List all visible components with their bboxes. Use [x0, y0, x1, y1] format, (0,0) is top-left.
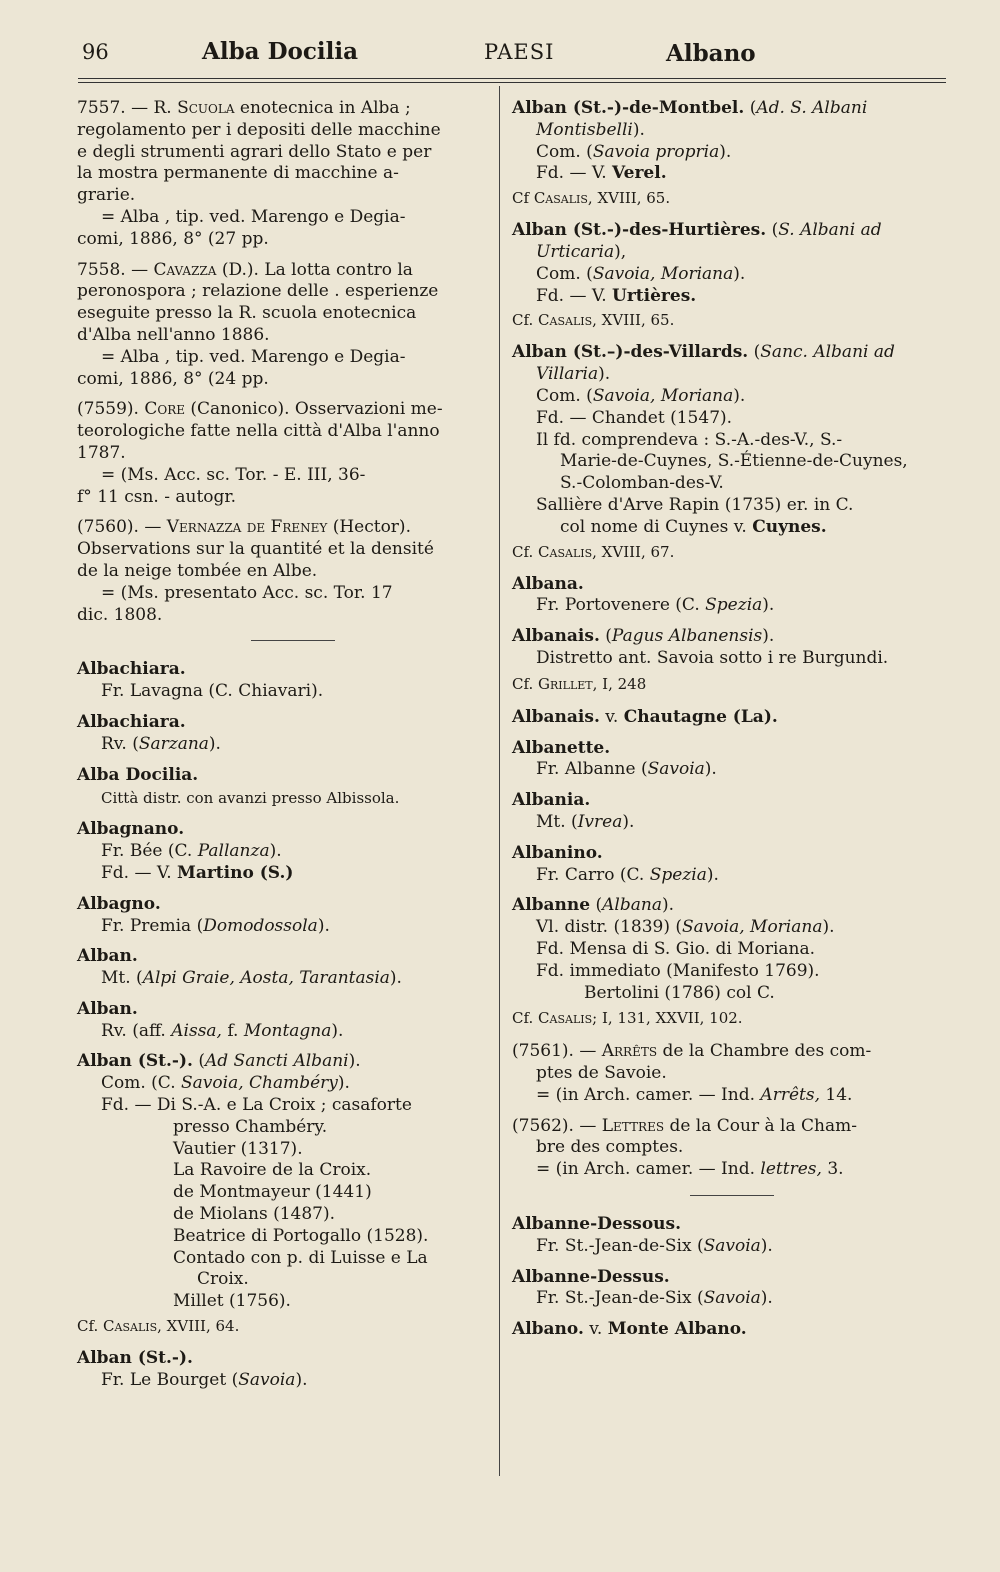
entry-text: Fr. Albanne (: [536, 759, 648, 780]
entry-text: ).: [760, 1235, 773, 1256]
entry-albachiara: [77, 659, 495, 703]
entry-text: Com. (C.: [101, 1073, 176, 1094]
entry-text: Sanc. Albani ad: [760, 342, 895, 363]
entry-7560: [77, 517, 495, 626]
entry-text: (: [753, 342, 761, 363]
entry-text: Vl. distr. (1839) (: [536, 917, 683, 938]
entry-headword: Albanette.: [512, 737, 611, 758]
entry-text: ).: [704, 759, 717, 780]
entry-text: ).: [331, 1020, 344, 1041]
left-column: [77, 98, 495, 1401]
entry-albanette: [512, 738, 948, 782]
entry-text: bre des comptes.: [536, 1137, 684, 1158]
entry-text: teorologiche fatte nella città d'Alba l'anno: [77, 421, 440, 442]
cf-reference: , XVIII, 65.: [592, 311, 675, 330]
entry-text: Albana: [602, 895, 662, 916]
entry-number: (7561). —: [512, 1041, 597, 1062]
cf-reference: Cf.: [77, 1317, 99, 1336]
entry-headword: Albagno.: [77, 893, 161, 914]
entry-text: ),: [614, 241, 627, 262]
entry-author: Lettres: [601, 1115, 665, 1136]
entry-text: La Ravoire de la Croix.: [173, 1160, 372, 1181]
entry-author: Arrêts: [601, 1041, 658, 1062]
entry-text: de la neige tombée en Albe.: [77, 560, 318, 581]
entry-text: Sarzana: [138, 733, 209, 754]
section-separator: [251, 640, 335, 641]
cf-reference: Casalis: [538, 542, 593, 561]
entry-albanne: [512, 895, 948, 1032]
entry-text: Fr. St.-Jean-de-Six (: [536, 1235, 704, 1256]
entry-citation: = Alba , tip. ved. Marengo e Degia-: [101, 206, 406, 227]
entry-text: (: [595, 895, 603, 916]
entry-text: S. Albani ad: [778, 220, 882, 241]
entry-text: Ivrea: [577, 811, 623, 832]
entry-albachiara-river: [77, 712, 495, 756]
cross-reference: Martino (S.): [177, 862, 294, 883]
entry-citation: Arrêts,: [760, 1084, 820, 1105]
entry-text: Vautier (1317).: [173, 1138, 303, 1159]
entry-text: Distretto ant. Savoia sotto i re Burgundi.: [536, 647, 889, 668]
entry-headword: Albana.: [512, 573, 584, 594]
entry-text: Il fd. comprendeva : S.-A.-des-V., S.-: [536, 429, 843, 450]
entry-citation: f° 11 csn. - autogr.: [77, 486, 237, 507]
right-column: [512, 98, 948, 1350]
entry-text: Pagus Albanensis: [611, 626, 763, 647]
entry-citation: dic. 1808.: [77, 604, 163, 625]
entry-text: la mostra permanente di macchine a-: [77, 163, 399, 184]
entry-headword: Alban (St.–)-des-Villards.: [512, 342, 749, 363]
entry-text: peronospora ; relazione delle . esperienze: [77, 281, 439, 302]
entry-text: ).: [598, 364, 611, 385]
entry-text: Contado con p. di Luisse e La: [173, 1247, 428, 1268]
entry-text: Alpi Graie, Aosta, Tarantasia: [142, 968, 390, 989]
entry-number: 7558. —: [77, 259, 149, 280]
entry-text: ptes de Savoie.: [536, 1063, 667, 1084]
entry-number: (7562). —: [512, 1115, 597, 1136]
entry-text: ).: [317, 915, 330, 936]
entry-headword: Alban (St.-).: [77, 1348, 193, 1369]
cf-reference: Casalis: [103, 1317, 158, 1336]
entry-albagnano: [77, 819, 495, 884]
entry-headword: Albano.: [512, 1319, 584, 1340]
entry-albania: [512, 790, 948, 834]
entry-headword: Albachiara.: [77, 711, 186, 732]
cf-reference: Grillet: [538, 674, 593, 693]
entry-text: Savoia, Moriana: [592, 263, 734, 284]
entry-text: de Montmayeur (1441): [173, 1182, 372, 1203]
entry-text: Millet (1756).: [173, 1291, 291, 1312]
entry-number: (7560). —: [77, 517, 162, 538]
cf-reference: Casalis: [533, 189, 588, 208]
entry-text: Fr. Portovenere (C.: [536, 595, 700, 616]
entry-text: (Canonico). Osservazioni me-: [190, 399, 443, 420]
entry-text: Com. (: [536, 141, 593, 162]
entry-text: Com. (: [536, 385, 593, 406]
cf-reference: , I, 248: [592, 674, 647, 693]
entry-text: Spezia: [649, 864, 707, 885]
entry-text: Fd. — Di S.-A. e La Croix ; casaforte: [101, 1095, 412, 1116]
entry-citation: lettres,: [760, 1159, 822, 1180]
entry-citation: = Alba , tip. ved. Marengo e Degia-: [101, 346, 406, 367]
entry-text: ).: [208, 733, 221, 754]
cf-reference: , XVIII, 64.: [157, 1317, 240, 1336]
cf-reference: ; I, 131, XXVII, 102.: [592, 1009, 743, 1028]
entry-text: Fd. — Chandet (1547).: [536, 407, 733, 428]
entry-text: ).: [269, 841, 282, 862]
entry-text: 1787.: [77, 442, 126, 463]
cross-reference: Chautagne (La).: [623, 706, 778, 727]
entry-text: Savoia: [703, 1235, 761, 1256]
entry-headword: Albagnano.: [77, 819, 185, 840]
entry-text: v.: [589, 1319, 603, 1340]
cross-reference: Monte Albano.: [607, 1319, 747, 1340]
entry-alban-des-villards: [512, 342, 948, 564]
entry-text: presso Chambéry.: [173, 1116, 328, 1137]
entry-citation: = (Ms. presentato Acc. sc. Tor. 17: [101, 582, 393, 603]
cross-reference: Urtières.: [612, 285, 697, 306]
entry-text: Savoia, Chambéry: [181, 1073, 338, 1094]
entry-text: (Hector).: [332, 517, 411, 538]
section-title: PAESI: [484, 40, 555, 64]
entry-headword: Alban (St.-).: [77, 1051, 193, 1072]
entry-alba-docilia: [77, 765, 495, 811]
entry-text: Savoia: [238, 1369, 296, 1390]
entry-text: Savoia: [703, 1288, 761, 1309]
entry-text: ).: [389, 968, 402, 989]
entry-citation: comi, 1886, 8° (24 pp.: [77, 368, 269, 389]
entry-text: Sallière d'Arve Rapin (1735) er. in C.: [536, 494, 854, 515]
entry-text: ).: [760, 1288, 773, 1309]
page-number: 96: [82, 40, 109, 64]
header-rule: [78, 78, 946, 79]
entry-albanais: [512, 626, 948, 698]
cf-reference: Cf.: [512, 1009, 534, 1028]
entry-alban-river: [77, 999, 495, 1043]
entry-text: (: [771, 220, 779, 241]
entry-text: S.-Colomban-des-V.: [560, 473, 724, 494]
entry-text: ).: [733, 263, 746, 284]
entry-text: Fd. Mensa di S. Gio. di Moriana.: [536, 938, 816, 959]
entry-text: Savoia: [647, 759, 705, 780]
entry-text: Fr. Bée (C.: [101, 841, 198, 862]
entry-text: ).: [337, 1073, 350, 1094]
entry-albanino: [512, 843, 948, 887]
entry-author: Vernazza de Freney: [166, 517, 328, 538]
entry-citation: 14.: [825, 1084, 853, 1105]
entry-text: grarie.: [77, 185, 136, 206]
cf-reference: Casalis: [538, 311, 593, 330]
entry-text: eseguite presso la R. scuola enotecnica: [77, 303, 417, 324]
entry-text: ).: [762, 595, 775, 616]
entry-text: ).: [762, 626, 775, 647]
entry-headword: Albachiara.: [77, 659, 186, 680]
entry-text: d'Alba nell'anno 1886.: [77, 324, 270, 345]
entry-text: Domodossola: [203, 915, 318, 936]
header-rule-secondary: [78, 82, 946, 83]
entry-headword: Albanais.: [512, 626, 600, 647]
cf-reference: , XVIII, 65.: [587, 189, 671, 208]
entry-text: Mt. (: [101, 968, 143, 989]
entry-text: Savoia, Moriana: [682, 917, 823, 938]
entry-text: ).: [733, 385, 746, 406]
entry-alban-des-hurtieres: [512, 220, 948, 333]
entry-text: ).: [632, 119, 645, 140]
entry-text: Croix.: [197, 1269, 249, 1290]
entry-albagno: [77, 894, 495, 938]
entry-text: ).: [348, 1051, 361, 1072]
entry-citation: = (in Arch. camer. — Ind.: [536, 1084, 756, 1105]
cf-reference: Cf.: [512, 542, 534, 561]
entry-text: ).: [822, 917, 835, 938]
entry-alban-st-2: [77, 1348, 495, 1392]
entry-text: ).: [661, 895, 675, 916]
entry-text: Ad Sancti Albani: [204, 1051, 349, 1072]
cf-reference: Cf.: [512, 311, 534, 330]
entry-text: (: [749, 98, 757, 118]
entry-text: de la Chambre des com-: [662, 1041, 872, 1062]
entry-7557: [77, 98, 495, 251]
entry-text: col nome di Cuynes v.: [560, 516, 747, 537]
entry-text: Fd. — V.: [536, 285, 607, 306]
cross-reference: Verel.: [612, 163, 667, 184]
entry-text: de Miolans (1487).: [173, 1204, 336, 1225]
entry-text: (: [605, 626, 612, 647]
cf-reference: Cf.: [512, 674, 534, 693]
entry-text: ).: [622, 811, 635, 832]
entry-albanne-dessous: [512, 1214, 948, 1258]
cf-reference: Cf: [512, 189, 530, 208]
entry-headword: Alban (St.-)-de-Montbel.: [512, 98, 745, 118]
entry-text: Observations sur la quantité et la densité: [77, 539, 434, 560]
entry-text: Marie-de-Cuynes, S.-Étienne-de-Cuynes,: [560, 451, 908, 472]
entry-alban-de-montbel: [512, 98, 948, 211]
cf-reference: , XVIII, 67.: [592, 542, 675, 561]
entry-number: 7557. — R.: [77, 98, 172, 118]
entry-text: Spezia: [705, 595, 763, 616]
entry-albano: [512, 1319, 948, 1341]
entry-albanais-crossref: [512, 707, 948, 729]
entry-text: regolamento per i depositi delle macchine: [77, 119, 441, 140]
entry-text: Fd. — V.: [536, 163, 607, 184]
entry-headword: Albanais.: [512, 706, 600, 727]
entry-text: Fr. Premia (: [101, 915, 204, 936]
entry-text: Fd. — V.: [101, 862, 172, 883]
entry-text: (D.). La lotta contro la: [221, 259, 413, 280]
entry-author: Core: [144, 399, 185, 420]
column-divider: [499, 86, 500, 1476]
entry-text: (: [198, 1051, 205, 1072]
entry-headword: Alban.: [77, 946, 138, 967]
entry-text: Rv. (: [101, 733, 139, 754]
entry-citation: comi, 1886, 8° (27 pp.: [77, 228, 269, 249]
entry-7558: [77, 260, 495, 391]
entry-headword: Alba Docilia.: [77, 764, 199, 785]
entry-text: Pallanza: [197, 841, 270, 862]
entry-headword: Albanne-Dessus.: [512, 1266, 670, 1287]
entry-headword: Alban (St.-)-des-Hurtières.: [512, 220, 767, 241]
cross-reference: Cuynes.: [752, 516, 827, 537]
entry-text: Fr. Le Bourget (: [101, 1369, 239, 1390]
entry-text: Fr. Carro (C.: [536, 864, 645, 885]
entry-text: de la Cour à la Cham-: [669, 1115, 857, 1136]
entry-text: Aissa,: [171, 1020, 222, 1041]
entry-headword: Albania.: [512, 790, 591, 811]
entry-text: Beatrice di Portogallo (1528).: [173, 1225, 429, 1246]
entry-text: f.: [227, 1020, 239, 1041]
section-separator: [690, 1195, 774, 1196]
entry-text: Savoia, Moriana: [592, 385, 734, 406]
entry-text: Bertolini (1786) col C.: [584, 982, 775, 1003]
entry-headword: Albanino.: [512, 842, 603, 863]
entry-number: (7559).: [77, 399, 139, 420]
entry-7559: [77, 399, 495, 508]
entry-albana: [512, 574, 948, 618]
cf-reference: Casalis: [538, 1009, 593, 1028]
entry-headword: Alban.: [77, 998, 138, 1019]
left-running-head: Alba Docilia: [202, 38, 358, 65]
entry-text: ).: [719, 141, 732, 162]
right-running-head: Albano: [666, 40, 756, 67]
entry-text: v.: [605, 706, 619, 727]
entry-headword: Albanne: [512, 895, 591, 916]
entry-text: Savoia propria: [592, 141, 720, 162]
entry-text: e degli strumenti agrari dello Stato e per: [77, 141, 432, 162]
entry-citation: = (in Arch. camer. — Ind.: [536, 1159, 756, 1180]
entry-text: Rv. (aff.: [101, 1020, 166, 1041]
entry-text: Urticaria: [536, 241, 615, 262]
page-header: [80, 36, 944, 76]
entry-text: Montisbelli: [536, 119, 633, 140]
entry-text: Mt. (: [536, 811, 578, 832]
entry-albanne-dessus: [512, 1267, 948, 1311]
entry-text: Ad. S. Albani: [756, 98, 868, 118]
entry-text: Fd. immediato (Manifesto 1769).: [536, 960, 820, 981]
entry-text: Villaria: [536, 364, 599, 385]
entry-text: Città distr. con avanzi presso Albissola.: [101, 789, 400, 808]
entry-author: Scuola: [177, 98, 235, 118]
entry-7562: [512, 1116, 948, 1181]
entry-alban-st: [77, 1051, 495, 1339]
entry-text: Montagna: [243, 1020, 332, 1041]
entry-text: ).: [706, 864, 719, 885]
entry-text: Fr. Lavagna (C. Chiavari).: [101, 681, 324, 702]
entry-text: Fr. St.-Jean-de-Six (: [536, 1288, 704, 1309]
entry-text: enotecnica in Alba ;: [239, 98, 411, 118]
entry-citation: = (Ms. Acc. sc. Tor. - E. III, 36-: [101, 464, 366, 485]
entry-alban-mountain: [77, 946, 495, 990]
entry-headword: Albanne-Dessous.: [512, 1214, 682, 1235]
entry-author: Cavazza: [153, 259, 217, 280]
entry-text: ).: [295, 1369, 308, 1390]
entry-7561: [512, 1041, 948, 1106]
entry-citation: 3.: [827, 1159, 844, 1180]
entry-text: Com. (: [536, 263, 593, 284]
